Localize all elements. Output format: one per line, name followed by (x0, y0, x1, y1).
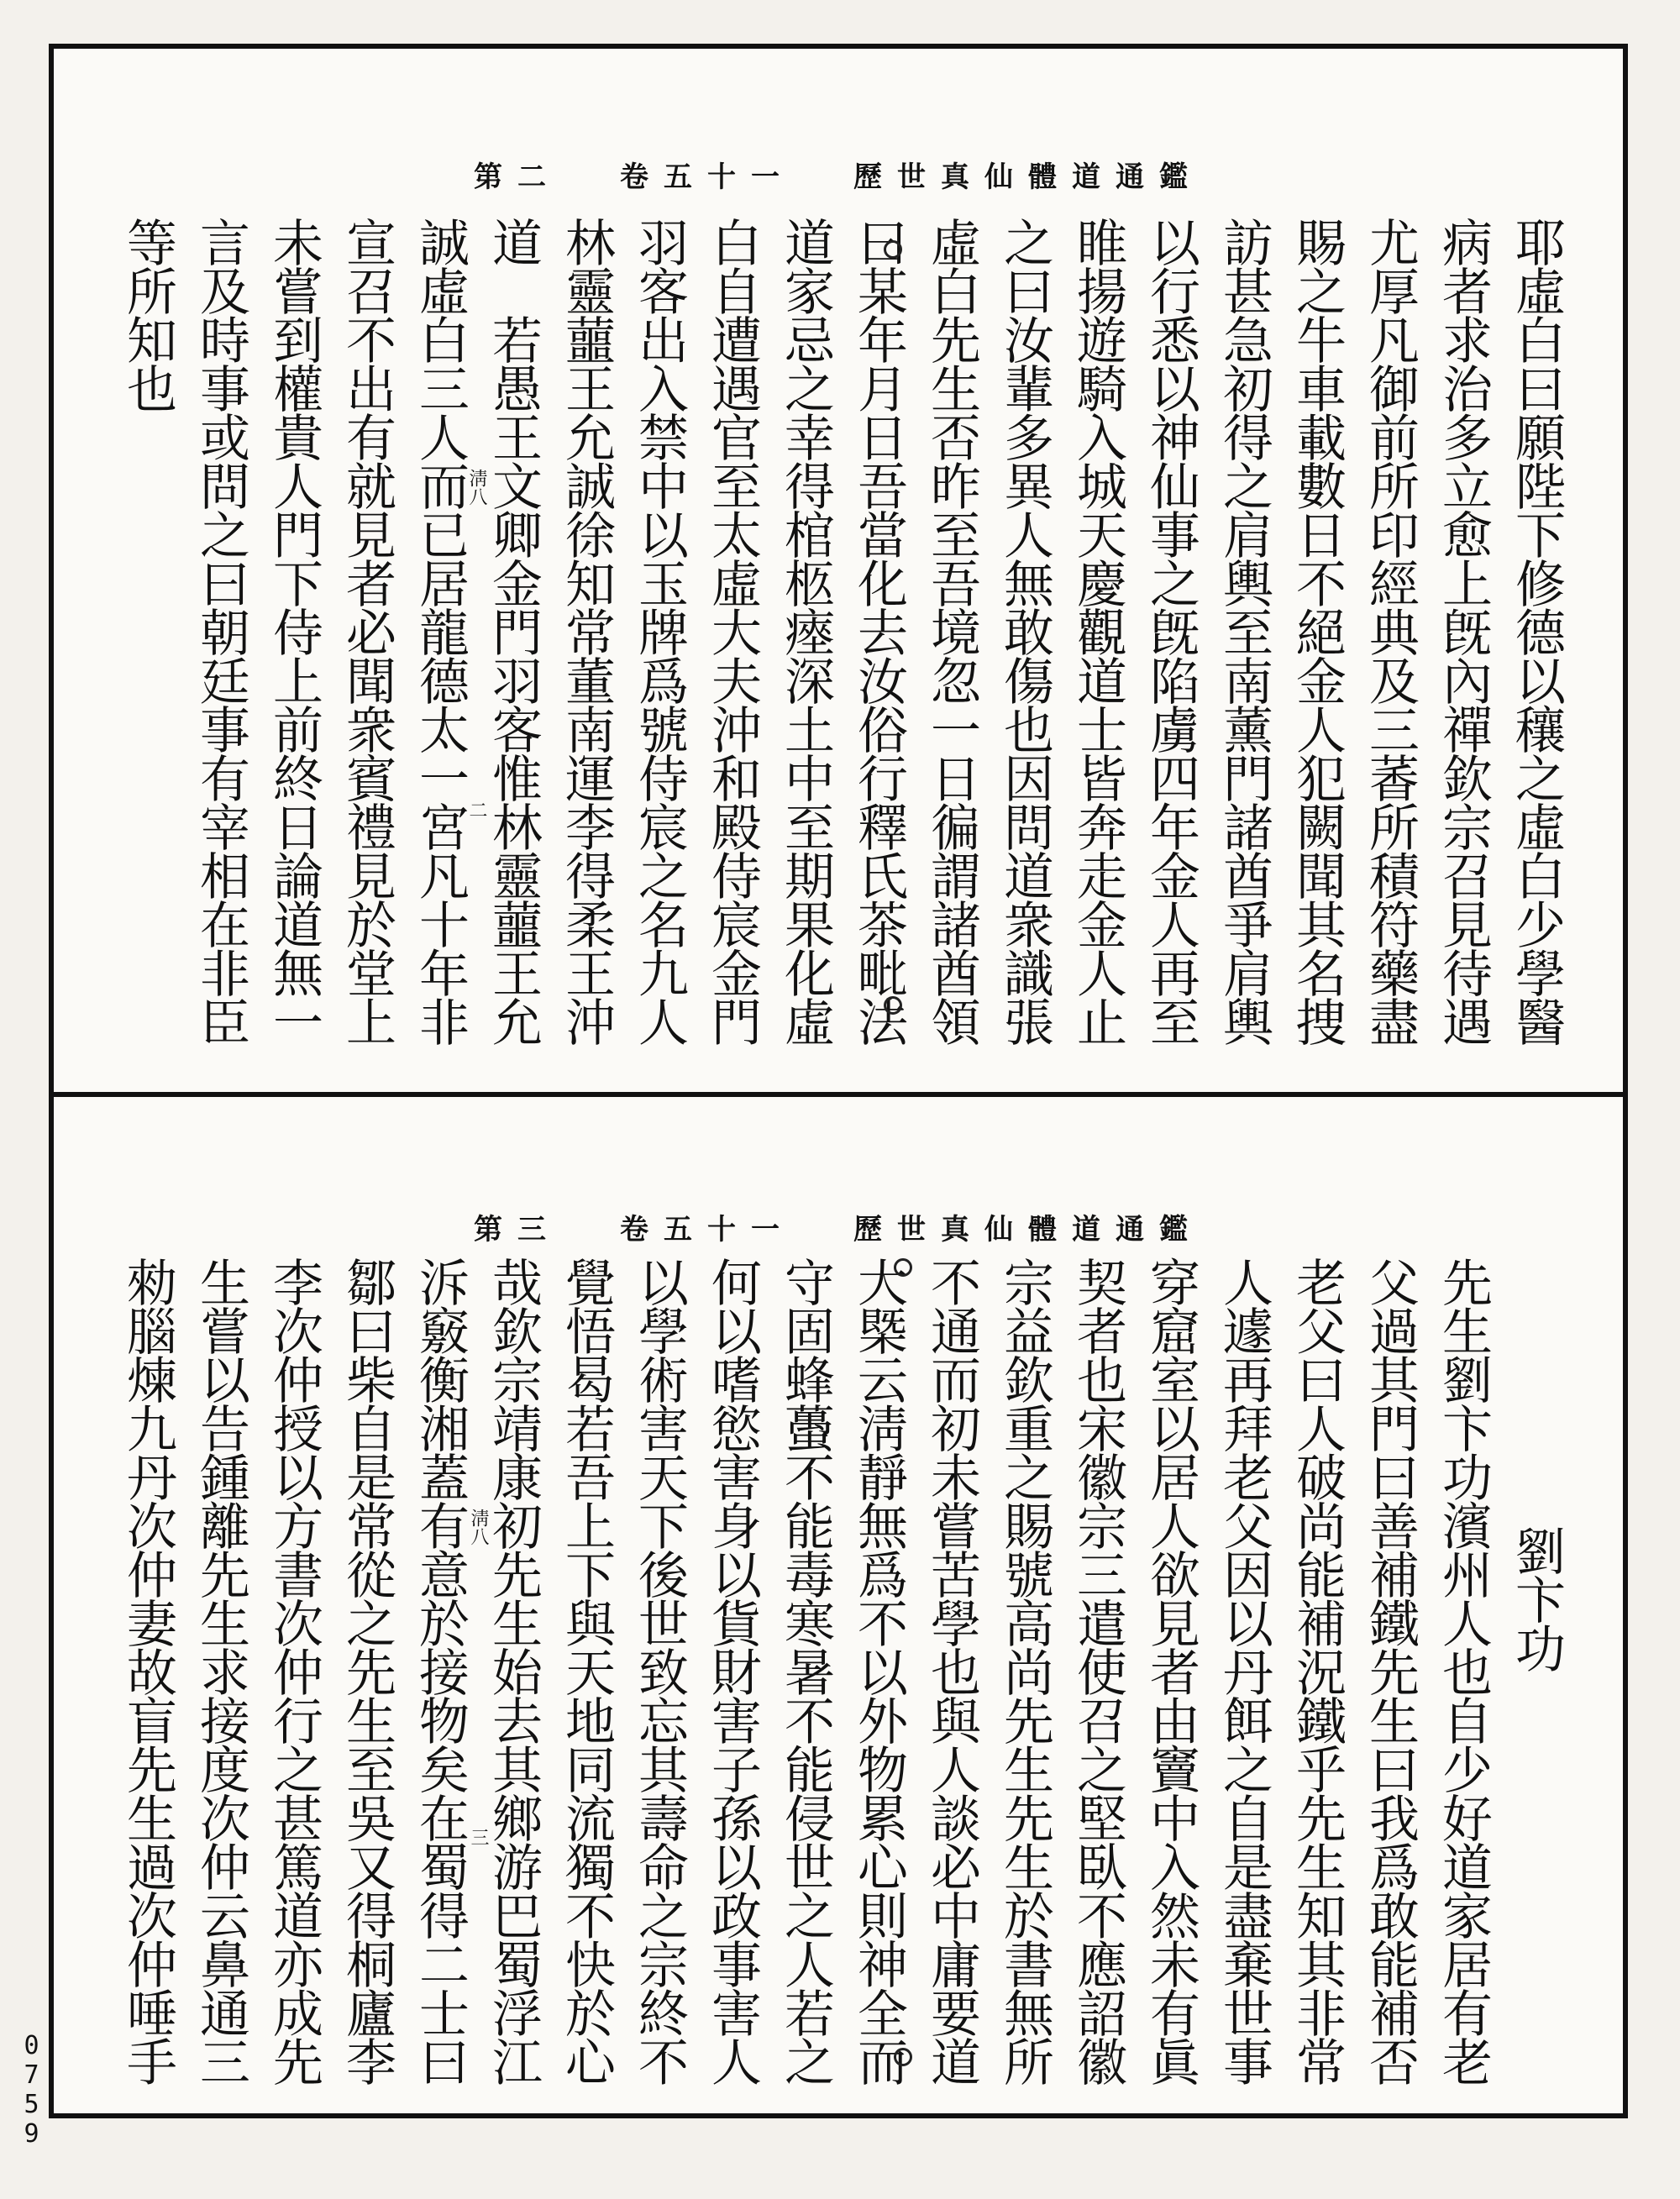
text-column: 訪甚急初得之肩輿至南薰門諸酋爭肩輿 (1215, 217, 1273, 1045)
text-column: 大槩云淸靜無爲不以外物累心則神全而 (849, 1257, 908, 2085)
text-column: 林靈蘁王允誠徐知常董南運李得柔王沖 (557, 217, 616, 1045)
text-column: 覺悟曷若吾上下與天地同流獨不快於心 (557, 1257, 616, 2085)
text-column: 哉欽宗靖康初先生始去其鄉游巴蜀浮江 (484, 1257, 543, 2085)
bottom-header (54, 1206, 1623, 1257)
text-column: 何以嗜慾害身以貨財害子孫以政事害人 (703, 1257, 762, 2085)
text-column: 人遽再拜老父因以丹餌之自是盡棄世事 (1215, 1257, 1273, 2085)
text-column: 勑腦煉九丹次仲妻故盲先生過次仲唾手 (118, 1257, 177, 2085)
bottom-header-title: 歷世真仙體道通鑑 (853, 1213, 1203, 1246)
side-note: 淸八 (466, 469, 487, 506)
section-heading: 劉卞功 (1507, 1525, 1566, 1672)
text-column: 耶虛白曰願陛下修德以穰之虛白少學醫 (1507, 217, 1566, 1045)
text-column: 父過其門曰善補鐵先生曰我爲敢能補否 (1361, 1257, 1420, 2085)
text-column: 道 若愚王文卿金門羽客惟林靈蘁王允 (484, 217, 543, 1045)
text-column: 言及時事或問之曰朝廷事有宰相在非臣 (192, 217, 250, 1045)
text-column: 生嘗以告鍾離先生求接度次仲云鼻通三 (192, 1257, 250, 2085)
top-header-title: 歷世真仙體道通鑑 (853, 160, 1203, 194)
circle-mark (884, 996, 902, 1015)
text-column: 泝竅衡湘蓋有意於接物矣在蜀得二士曰 (411, 1257, 470, 2085)
text-column: 尤厚凡御前所印經典及三萫所積符藥盡 (1361, 217, 1420, 1045)
bottom-header-volume: 卷五十一 (620, 1213, 795, 1246)
bottom-panel (54, 1097, 1623, 2113)
text-column: 病者求治多立愈上旣內禪欽宗召見待遇 (1434, 217, 1493, 1045)
text-column: 白自遭遇官至太虛大夫沖和殿侍宸金門 (703, 217, 762, 1045)
text-column: 之曰汝輩多異人無敢傷也因問道衆識張 (995, 217, 1054, 1045)
text-column: 虛白先生否昨至吾境忽一日徧謂諸酋領 (922, 217, 981, 1045)
top-text-columns (111, 217, 1572, 1057)
circle-mark (884, 240, 902, 259)
bottom-header-page: 第三 (474, 1213, 561, 1246)
bottom-text-columns (111, 1257, 1572, 2085)
text-column: 以學術害天下後世致忘其壽命之宗終不 (630, 1257, 689, 2085)
text-column: 賜之牛車載數日不絕金人犯闕聞其名捜 (1288, 217, 1347, 1045)
text-column: 不通而初未嘗苦學也與人談必中庸要道 (922, 1257, 981, 2085)
top-header-page: 第二 (474, 160, 561, 194)
top-header (54, 154, 1623, 204)
top-panel (54, 49, 1623, 1092)
text-column: 道家忌之幸得棺柩瘞深土中至期果化虛 (776, 217, 835, 1045)
text-column: 睢揚遊騎入城天慶觀道士皆奔走金人止 (1068, 217, 1127, 1045)
text-column: 守固蜂蠆不能毒寒暑不能侵世之人若之 (776, 1257, 835, 2085)
text-column: 誠虛白三人而已居龍德太一宮凡十年非 (411, 217, 470, 1045)
circle-mark (894, 2048, 912, 2066)
text-column: 鄒曰柴自是常從之先生至吳又得桐廬李 (338, 1257, 396, 2085)
text-column: 宣召不出有就見者必聞衆賓禮見於堂上 (338, 217, 396, 1045)
text-column: 曰某年月日吾當化去汝俗行釋氏茶毗法 (849, 217, 908, 1045)
text-column: 李次仲授以方書次仲行之甚篤道亦成先 (265, 1257, 323, 2085)
top-header-volume: 卷五十一 (620, 160, 795, 194)
text-column: 未嘗到權貴人門下侍上前終日論道無一 (265, 217, 323, 1045)
text-column: 老父曰人破尚能補況鐵乎先生知其非常 (1288, 1257, 1347, 2085)
side-note: 二 (466, 800, 487, 819)
side-note: 淸八 (468, 1509, 489, 1546)
text-column: 契者也宋徽宗三遣使召之堅臥不應詔徽 (1068, 1257, 1127, 2085)
text-column: 先生劉卞功濱州人也自少好道家居有老 (1434, 1257, 1493, 2085)
text-column: 穿窟室以居人欲見者由竇中入然未有眞 (1142, 1257, 1200, 2085)
circle-mark (894, 1258, 912, 1277)
text-column: 等所知也 (118, 217, 177, 412)
text-column: 宗益欽重之賜號高尚先生先生於書無所 (995, 1257, 1054, 2085)
side-note: 三 (468, 1828, 489, 1846)
text-column: 以行悉以神仙事之旣陷虜四年金人再至 (1142, 217, 1200, 1045)
page-number: 0759 (17, 2031, 46, 2149)
text-column: 羽客出入禁中以玉牌爲號侍宸之名九人 (630, 217, 689, 1045)
